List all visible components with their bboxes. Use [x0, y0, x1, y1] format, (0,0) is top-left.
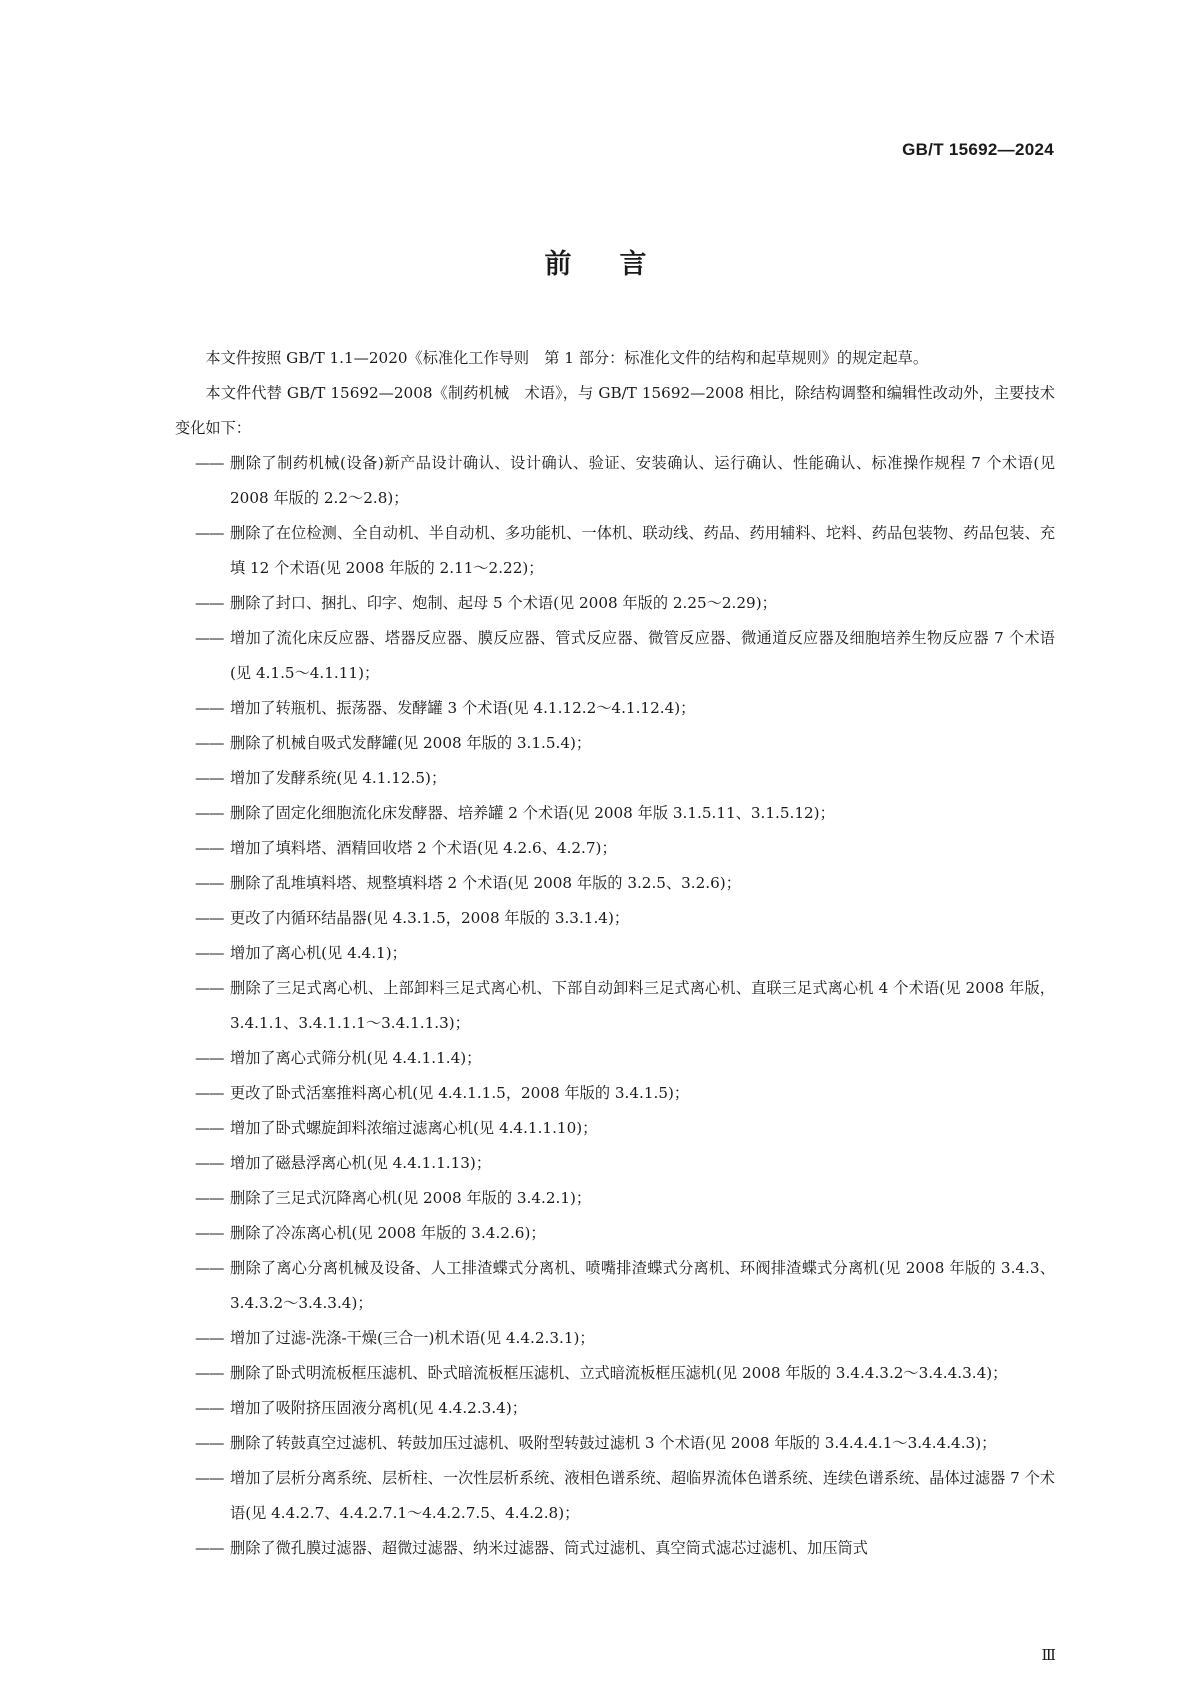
change-text: 删除了转鼓真空过滤机、转鼓加压过滤机、吸附型转鼓过滤机 3 个术语(见 2008 年版的 3.4.4.4.1～3.4.4.4.3)；	[230, 1434, 997, 1452]
change-item	[175, 831, 1055, 866]
dash-marker: ——	[195, 699, 224, 717]
change-text: 增加了卧式螺旋卸料浓缩过滤离心机(见 4.4.1.1.10)；	[230, 1119, 598, 1137]
change-item	[175, 1531, 1055, 1566]
change-text: 增加了转瓶机、振荡器、发酵罐 3 个术语(见 4.1.12.2～4.1.12.4)；	[230, 699, 696, 717]
change-item	[175, 901, 1055, 936]
change-text: 更改了内循环结晶器(见 4.3.1.5，2008 年版的 3.3.1.4)；	[230, 909, 630, 927]
intro-paragraph: 本文件按照 GB/T 1.1—2020《标准化工作导则 第 1 部分：标准化文件的结构和起草规则》的规定起草。	[205, 349, 929, 367]
change-text: 删除了制药机械(设备)新产品设计确认、设计确认、验证、安装确认、运行确认、性能确认、标准操作规程 7 个术语(见 2008 年版的 2.2～2.8)；	[230, 454, 1055, 507]
dash-marker: ——	[195, 594, 224, 612]
dash-marker: ——	[195, 1189, 224, 1207]
dash-marker: ——	[195, 874, 224, 892]
change-item	[175, 1111, 1055, 1146]
dash-marker: ——	[195, 1329, 224, 1347]
change-text: 更改了卧式活塞推料离心机(见 4.4.1.1.5，2008 年版的 3.4.1.5)；	[230, 1084, 690, 1102]
dash-marker: ——	[195, 734, 224, 752]
dash-marker: ——	[195, 1119, 224, 1137]
change-text: 删除了三足式离心机、上部卸料三足式离心机、下部自动卸料三足式离心机、直联三足式离心机 4 个术语(见 2008 年版，3.4.1.1、3.4.1.1.1～3.4.1.1.3)；	[230, 979, 1055, 1032]
change-item	[175, 971, 1055, 1041]
changes-list	[175, 446, 1055, 1566]
dash-marker: ——	[195, 1364, 224, 1382]
change-item	[175, 1461, 1055, 1531]
dash-marker: ——	[195, 769, 224, 787]
change-item	[175, 866, 1055, 901]
dash-marker: ——	[195, 1259, 224, 1277]
page-title: 前言	[544, 249, 695, 280]
dash-marker: ——	[195, 1469, 224, 1487]
dash-marker: ——	[195, 979, 224, 997]
intro-paragraph: 本文件代替 GB/T 15692—2008《制药机械 术语》，与 GB/T 15692—2008 相比，除结构调整和编辑性改动外，主要技术变化如下：	[175, 384, 1055, 437]
change-item	[175, 1426, 1055, 1461]
change-text: 删除了固定化细胞流化床发酵器、培养罐 2 个术语(见 2008 年版 3.1.5.11、3.1.5.12)；	[230, 804, 835, 822]
change-text: 删除了微孔膜过滤器、超微过滤器、纳米过滤器、筒式过滤机、真空筒式滤芯过滤机、加压筒式	[230, 1539, 868, 1557]
dash-marker: ——	[195, 1154, 224, 1172]
dash-marker: ——	[195, 1434, 224, 1452]
change-text: 删除了在位检测、全自动机、半自动机、多功能机、一体机、联动线、药品、药用辅料、坨料、药品包装物、药品包装、充填 12 个术语(见 2008 年版的 2.11～2.22)；	[230, 524, 1055, 577]
dash-marker: ——	[195, 1399, 224, 1417]
dash-marker: ——	[195, 1049, 224, 1067]
change-item	[175, 1146, 1055, 1181]
dash-marker: ——	[195, 944, 224, 962]
change-text: 增加了离心机(见 4.4.1)；	[230, 944, 407, 962]
change-text: 增加了磁悬浮离心机(见 4.4.1.1.13)；	[230, 1154, 492, 1172]
dash-marker: ——	[195, 839, 224, 857]
change-text: 增加了填料塔、酒精回收塔 2 个术语(见 4.2.6、4.2.7)；	[230, 839, 617, 857]
change-item	[175, 1321, 1055, 1356]
page-number: Ⅲ	[1041, 1646, 1056, 1664]
change-item	[175, 1356, 1055, 1391]
dash-marker: ——	[195, 524, 224, 542]
change-text: 删除了卧式明流板框压滤机、卧式暗流板框压滤机、立式暗流板框压滤机(见 2008 年版的 3.4.4.3.2～3.4.4.3.4)；	[230, 1364, 1008, 1382]
dash-marker: ——	[195, 1539, 224, 1557]
change-text: 增加了吸附挤压固液分离机(见 4.4.2.3.4)；	[230, 1399, 527, 1417]
change-item	[175, 586, 1055, 621]
change-item	[175, 516, 1055, 586]
change-text: 删除了乱堆填料塔、规整填料塔 2 个术语(见 2008 年版的 3.2.5、3.2.6)；	[230, 874, 741, 892]
change-item	[175, 726, 1055, 761]
dash-marker: ——	[195, 1084, 224, 1102]
change-item	[175, 621, 1055, 691]
change-text: 增加了过滤-洗涤-干燥(三合一)机术语(见 4.4.2.3.1)；	[230, 1329, 595, 1347]
change-item	[175, 936, 1055, 971]
change-item	[175, 446, 1055, 516]
change-item	[175, 1391, 1055, 1426]
change-text: 增加了流化床反应器、塔器反应器、膜反应器、管式反应器、微管反应器、微通道反应器及细胞培养生物反应器 7 个术语(见 4.1.5～4.1.11)；	[230, 629, 1055, 682]
change-item	[175, 691, 1055, 726]
change-text: 增加了离心式筛分机(见 4.4.1.1.4)；	[230, 1049, 482, 1067]
change-text: 删除了封口、捆扎、印字、炮制、起母 5 个术语(见 2008 年版的 2.25～2.29)；	[230, 594, 777, 612]
dash-marker: ——	[195, 1224, 224, 1242]
change-item	[175, 796, 1055, 831]
change-text: 增加了发酵系统(见 4.1.12.5)；	[230, 769, 447, 787]
dash-marker: ——	[195, 454, 224, 472]
change-text: 删除了机械自吸式发酵罐(见 2008 年版的 3.1.5.4)；	[230, 734, 592, 752]
change-item	[175, 1251, 1055, 1321]
change-text: 删除了冷冻离心机(见 2008 年版的 3.4.2.6)；	[230, 1224, 546, 1242]
change-text: 删除了三足式沉降离心机(见 2008 年版的 3.4.2.1)；	[230, 1189, 592, 1207]
dash-marker: ——	[195, 629, 224, 647]
change-item	[175, 761, 1055, 796]
change-text: 删除了离心分离机械及设备、人工排渣蝶式分离机、喷嘴排渣蝶式分离机、环阀排渣蝶式分离机(见 2008 年版的 3.4.3、3.4.3.2～3.4.3.4)；	[230, 1259, 1055, 1312]
standard-number: GB/T 15692—2024	[902, 140, 1054, 159]
change-item	[175, 1041, 1055, 1076]
change-item	[175, 1181, 1055, 1216]
foreword-body	[175, 341, 1055, 1566]
change-text: 增加了层析分离系统、层析柱、一次性层析系统、液相色谱系统、超临界流体色谱系统、连续色谱系统、晶体过滤器 7 个术语(见 4.4.2.7、4.4.2.7.1～4.4.2.7.5、4.4.2.8)；	[230, 1469, 1055, 1522]
dash-marker: ——	[195, 909, 224, 927]
change-item	[175, 1216, 1055, 1251]
dash-marker: ——	[195, 804, 224, 822]
change-item	[175, 1076, 1055, 1111]
